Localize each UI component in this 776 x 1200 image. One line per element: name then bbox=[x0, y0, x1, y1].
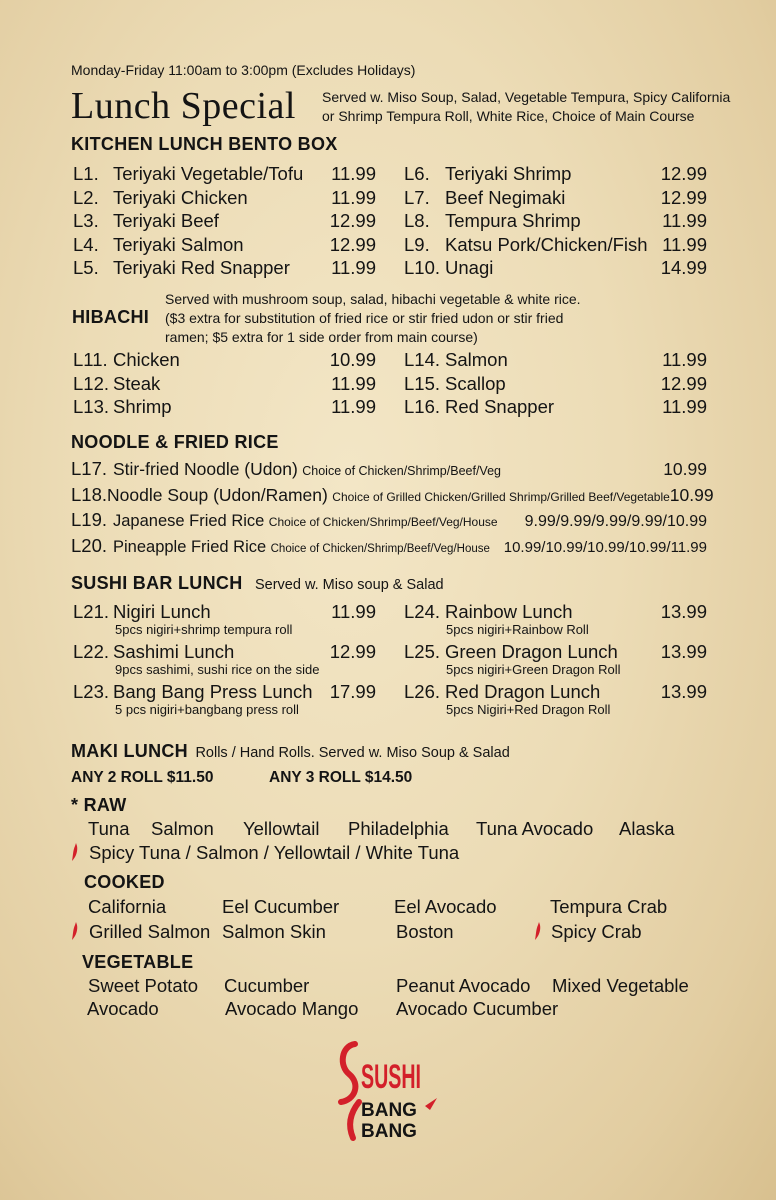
item-name: Nigiri Lunch bbox=[113, 601, 211, 622]
roll-avocado-cucumber: Avocado Cucumber bbox=[396, 998, 559, 1019]
item-code: L24. bbox=[404, 601, 441, 622]
logo-accent-mark bbox=[425, 1098, 437, 1110]
page-title: Lunch Special bbox=[71, 85, 296, 127]
raw-heading: * RAW bbox=[71, 795, 127, 815]
item-desc: Choice of Chicken/Shrimp/Beef/Veg/House bbox=[270, 542, 490, 555]
menu-item-l3 bbox=[73, 210, 376, 234]
item-price: 13.99 bbox=[660, 641, 707, 662]
item-name: Noodle Soup (Udon/Ramen) bbox=[107, 484, 328, 505]
roll-avocado-mango: Avocado Mango bbox=[225, 998, 359, 1019]
menu-item-l13 bbox=[73, 396, 376, 420]
item-code: L2. bbox=[73, 186, 99, 208]
item-code: L6. bbox=[404, 163, 430, 184]
noodle-list bbox=[71, 458, 714, 560]
item-price: 11.99 bbox=[331, 163, 376, 184]
sushi-bang-bang-logo bbox=[337, 1040, 447, 1145]
menu-item-l22 bbox=[73, 641, 376, 681]
hibachi-heading: HIBACHI bbox=[72, 307, 150, 327]
item-price: 11.99 bbox=[662, 349, 707, 370]
item-price: 11.99 bbox=[662, 396, 707, 417]
menu-item-l18 bbox=[71, 483, 714, 510]
hibachi-note-line-2: ($3 extra for substitution of fried rice or stir fried udon or stir fried bbox=[165, 310, 564, 326]
roll-tuna-avocado: Tuna Avocado bbox=[476, 818, 594, 839]
item-price: 14.99 bbox=[660, 257, 707, 278]
logo-word-bang-2: BANG bbox=[361, 1121, 417, 1142]
sushi-heading-row bbox=[71, 573, 444, 594]
item-name: Shrimp bbox=[113, 396, 172, 417]
maki-note: Rolls / Hand Rolls. Served w. Miso Soup & Salad bbox=[195, 745, 510, 761]
roll-sweet-potato: Sweet Potato bbox=[88, 975, 199, 996]
item-sub-desc: 5pcs Nigiri+Red Dragon Roll bbox=[446, 702, 611, 717]
sushi-heading: SUSHI BAR LUNCH bbox=[71, 573, 243, 593]
item-code: L11. bbox=[73, 349, 108, 370]
item-code: L16. bbox=[404, 396, 441, 417]
cooked-heading: COOKED bbox=[84, 872, 165, 892]
item-name: Stir-fried Noodle (Udon) bbox=[113, 459, 298, 479]
description-line-1: Served w. Miso Soup, Salad, Vegetable Tempura, Spicy California bbox=[322, 89, 731, 105]
bento-left-column bbox=[73, 163, 376, 281]
item-code: L19. bbox=[71, 509, 108, 530]
item-desc: Choice of Chicken/Shrimp/Beef/Veg bbox=[302, 464, 501, 478]
sushi-left-column bbox=[73, 601, 376, 721]
hibachi-note bbox=[165, 290, 581, 347]
hibachi-note-line-3: ramen; $5 extra for 1 side order from main course) bbox=[165, 329, 478, 345]
any-2-roll-price: ANY 2 ROLL $11.50 bbox=[71, 769, 214, 786]
spicy-chili-icon bbox=[534, 922, 542, 940]
item-code: L20. bbox=[71, 534, 108, 556]
roll-tempura-crab: Tempura Crab bbox=[550, 896, 668, 917]
item-price: 11.99 bbox=[331, 396, 376, 417]
hibachi-note-line-1: Served with mushroom soup, salad, hibachi vegetable & white rice. bbox=[165, 291, 581, 307]
item-code: L15. bbox=[404, 372, 441, 394]
item-code: L22. bbox=[73, 641, 110, 662]
roll-spicy-crab: Spicy Crab bbox=[551, 921, 642, 942]
menu-item-l17 bbox=[71, 458, 707, 484]
item-name: Salmon bbox=[445, 349, 508, 370]
item-code: L4. bbox=[73, 233, 99, 255]
item-name: Teriyaki Beef bbox=[113, 210, 219, 231]
item-price: 11.99 bbox=[331, 186, 376, 208]
item-price: 10.99 bbox=[329, 349, 376, 370]
item-code: L10. bbox=[404, 257, 441, 278]
roll-cucumber: Cucumber bbox=[224, 975, 310, 996]
roll-avocado: Avocado bbox=[87, 998, 159, 1019]
menu-item-l5 bbox=[73, 257, 376, 281]
item-code: L23. bbox=[73, 681, 110, 702]
menu-item-l1 bbox=[73, 163, 376, 187]
item-code: L13. bbox=[73, 396, 110, 417]
sushi-right-column bbox=[404, 601, 707, 721]
menu-item-l6 bbox=[404, 163, 707, 187]
menu-item-l26 bbox=[404, 681, 707, 721]
item-price: 10.99/10.99/10.99/10.99/11.99 bbox=[503, 538, 707, 556]
item-price: 12.99 bbox=[660, 163, 707, 184]
menu-item-l19 bbox=[71, 509, 707, 535]
maki-heading: MAKI LUNCH bbox=[71, 741, 188, 761]
menu-item-l2 bbox=[73, 187, 376, 211]
item-sub-desc: 5pcs nigiri+shrimp tempura roll bbox=[115, 622, 293, 637]
item-code: L14. bbox=[404, 349, 441, 370]
roll-grilled-salmon: Grilled Salmon bbox=[89, 921, 211, 942]
item-name: Tempura Shrimp bbox=[445, 210, 581, 231]
item-price: 17.99 bbox=[329, 681, 376, 702]
item-name: Chicken bbox=[113, 349, 180, 370]
item-price: 11.99 bbox=[662, 210, 707, 231]
item-price: 12.99 bbox=[329, 233, 376, 255]
menu-item-l11 bbox=[73, 349, 376, 373]
item-code: L3. bbox=[73, 210, 99, 231]
item-name: Rainbow Lunch bbox=[445, 601, 573, 622]
item-name: Red Snapper bbox=[445, 396, 555, 417]
item-price: 11.99 bbox=[331, 372, 376, 394]
menu-item-l14 bbox=[404, 349, 707, 373]
item-price: 12.99 bbox=[329, 641, 376, 662]
item-code: L12. bbox=[73, 372, 110, 394]
item-name: Teriyaki Shrimp bbox=[445, 163, 572, 184]
roll-salmon: Salmon bbox=[151, 818, 214, 839]
item-sub-desc: 5pcs nigiri+Green Dragon Roll bbox=[446, 662, 621, 677]
roll-california: California bbox=[88, 896, 167, 917]
menu-item-l9 bbox=[404, 234, 707, 258]
item-sub-desc: 9pcs sashimi, sushi rice on the side bbox=[115, 662, 320, 677]
item-name: Sashimi Lunch bbox=[113, 641, 235, 662]
menu-item-l8 bbox=[404, 210, 707, 234]
item-price: 11.99 bbox=[331, 257, 376, 278]
item-desc: Choice of Chicken/Shrimp/Beef/Veg/House bbox=[268, 515, 498, 529]
menu-item-l16 bbox=[404, 396, 707, 420]
any-3-roll-price: ANY 3 ROLL $14.50 bbox=[269, 769, 413, 786]
logo-graphic bbox=[337, 1040, 447, 1145]
roll-mixed-vegetable: Mixed Vegetable bbox=[552, 975, 689, 996]
spicy-chili-icon bbox=[71, 843, 79, 861]
item-code: L5. bbox=[73, 257, 99, 278]
roll-eel-avocado: Eel Avocado bbox=[394, 896, 497, 917]
item-price: 10.99 bbox=[669, 484, 714, 505]
item-price: 13.99 bbox=[660, 681, 707, 702]
item-code: L21. bbox=[73, 601, 110, 622]
roll-tuna: Tuna bbox=[88, 818, 130, 839]
menu-item-l7 bbox=[404, 187, 707, 211]
lunch-special-description bbox=[322, 88, 730, 126]
hours-text: Monday-Friday 11:00am to 3:00pm (Excludes Holidays) bbox=[71, 62, 416, 78]
bento-right-column bbox=[404, 163, 707, 281]
item-name: Pineapple Fried Rice bbox=[113, 537, 267, 556]
roll-yellowtail: Yellowtail bbox=[243, 818, 320, 839]
item-code: L18. bbox=[71, 483, 108, 505]
item-name: Teriyaki Vegetable/Tofu bbox=[113, 163, 304, 184]
roll-alaska: Alaska bbox=[619, 818, 675, 839]
logo-word-sushi: SUSHI bbox=[361, 1058, 421, 1096]
item-name: Scallop bbox=[445, 372, 506, 394]
menu-item-l24 bbox=[404, 601, 707, 641]
item-name: Green Dragon Lunch bbox=[445, 641, 618, 662]
item-code: L8. bbox=[404, 210, 430, 231]
item-name: Japanese Fried Rice bbox=[113, 512, 265, 530]
item-desc: Choice of Grilled Chicken/Grilled Shrimp/Grilled Beef/Vegetable bbox=[332, 489, 670, 504]
item-name: Unagi bbox=[445, 257, 494, 278]
roll-salmon-skin: Salmon Skin bbox=[222, 921, 326, 942]
item-price: 13.99 bbox=[660, 601, 707, 622]
item-code: L25. bbox=[404, 641, 441, 662]
menu-item-l12 bbox=[73, 373, 376, 397]
item-code: L26. bbox=[404, 681, 441, 702]
hibachi-right-column bbox=[404, 349, 707, 420]
menu-item-l23 bbox=[73, 681, 376, 721]
menu-item-l4 bbox=[73, 234, 376, 258]
menu-item-l25 bbox=[404, 641, 707, 681]
item-price: 11.99 bbox=[331, 601, 376, 622]
item-price: 12.99 bbox=[660, 186, 707, 208]
item-price: 12.99 bbox=[660, 372, 707, 394]
sushi-note: Served w. Miso soup & Salad bbox=[254, 577, 444, 593]
item-name: Steak bbox=[113, 372, 161, 394]
item-name: Teriyaki Chicken bbox=[113, 186, 248, 208]
item-sub-desc: 5pcs nigiri+Rainbow Roll bbox=[446, 622, 589, 637]
bento-heading: KITCHEN LUNCH BENTO BOX bbox=[71, 134, 338, 154]
hibachi-left-column bbox=[73, 349, 376, 420]
roll-philadelphia: Philadelphia bbox=[348, 818, 449, 839]
roll-boston: Boston bbox=[396, 921, 454, 942]
item-name: Bang Bang Press Lunch bbox=[113, 681, 313, 702]
noodle-heading: NOODLE & FRIED RICE bbox=[71, 432, 279, 452]
item-price: 9.99/9.99/9.99/9.99/10.99 bbox=[524, 513, 707, 530]
item-name: Teriyaki Salmon bbox=[113, 233, 244, 255]
vegetable-heading: VEGETABLE bbox=[82, 952, 194, 972]
item-name: Red Dragon Lunch bbox=[445, 681, 601, 702]
spicy-chili-icon bbox=[71, 922, 79, 940]
item-code: L17. bbox=[71, 458, 108, 479]
item-price: 10.99 bbox=[663, 459, 707, 479]
menu-item-l10 bbox=[404, 257, 707, 281]
item-name: Teriyaki Red Snapper bbox=[113, 257, 290, 278]
item-name: Beef Negimaki bbox=[445, 186, 566, 208]
logo-word-bang-1: BANG bbox=[361, 1100, 417, 1121]
menu-item-l20 bbox=[71, 535, 707, 561]
item-code: L1. bbox=[73, 163, 99, 184]
item-code: L7. bbox=[404, 186, 430, 208]
item-price: 11.99 bbox=[662, 233, 707, 255]
roll-peanut-avocado: Peanut Avocado bbox=[396, 975, 531, 996]
item-price: 12.99 bbox=[329, 210, 376, 231]
maki-heading-row bbox=[71, 741, 510, 762]
menu-item-l15 bbox=[404, 373, 707, 397]
item-sub-desc: 5 pcs nigiri+bangbang press roll bbox=[115, 702, 299, 717]
roll-spicy-raw: Spicy Tuna / Salmon / Yellowtail / White Tuna bbox=[89, 842, 460, 863]
item-name: Katsu Pork/Chicken/Fish bbox=[445, 233, 648, 255]
item-code: L9. bbox=[404, 233, 430, 255]
description-line-2: or Shrimp Tempura Roll, White Rice, Choice of Main Course bbox=[322, 108, 695, 124]
menu-item-l21 bbox=[73, 601, 376, 641]
roll-eel-cucumber: Eel Cucumber bbox=[222, 896, 340, 917]
